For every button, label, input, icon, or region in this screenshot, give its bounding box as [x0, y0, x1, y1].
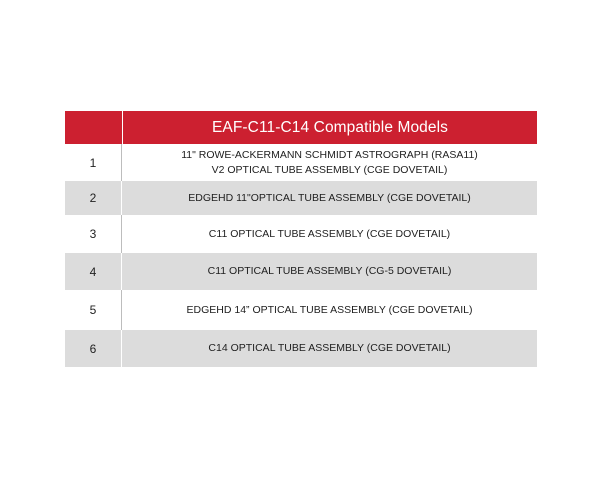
model-name [122, 264, 537, 279]
model-name-line: C14 OPTICAL TUBE ASSEMBLY (CGE DOVETAIL) [208, 342, 451, 354]
model-name-line: C11 OPTICAL TUBE ASSEMBLY (CG-5 DOVETAIL) [207, 265, 452, 277]
row-number: 6 [65, 330, 122, 367]
row-number: 5 [65, 290, 122, 330]
model-name [122, 148, 537, 178]
model-name-line: EDGEHD 11"OPTICAL TUBE ASSEMBLY (CGE DOVETAIL) [188, 191, 471, 204]
table-row [65, 215, 537, 253]
table-row [65, 253, 537, 290]
row-number: 1 [65, 144, 122, 181]
model-name [122, 341, 537, 356]
model-name-line: EDGEHD 14” OPTICAL TUBE ASSEMBLY (CGE DOVETAIL) [186, 303, 473, 316]
model-name [122, 303, 537, 318]
model-name-line: C11 OPTICAL TUBE ASSEMBLY (CGE DOVETAIL) [208, 227, 451, 240]
table-row [65, 290, 537, 330]
model-name [122, 191, 537, 206]
table-row [65, 181, 537, 215]
table-title: EAF-C11-C14 Compatible Models [211, 118, 449, 136]
table-header [65, 111, 537, 144]
row-number: 3 [65, 215, 122, 253]
row-number: 2 [65, 181, 122, 215]
header-number-cell [65, 111, 123, 144]
table-row [65, 144, 537, 181]
compatible-models-table [65, 111, 537, 367]
model-name [122, 227, 537, 242]
table-row [65, 330, 537, 367]
model-name-line: V2 OPTICAL TUBE ASSEMBLY (CGE DOVETAIL) [211, 163, 448, 176]
model-name-line: 11" ROWE-ACKERMANN SCHMIDT ASTROGRAPH (RASA11) [181, 148, 478, 161]
row-number: 4 [65, 253, 122, 290]
